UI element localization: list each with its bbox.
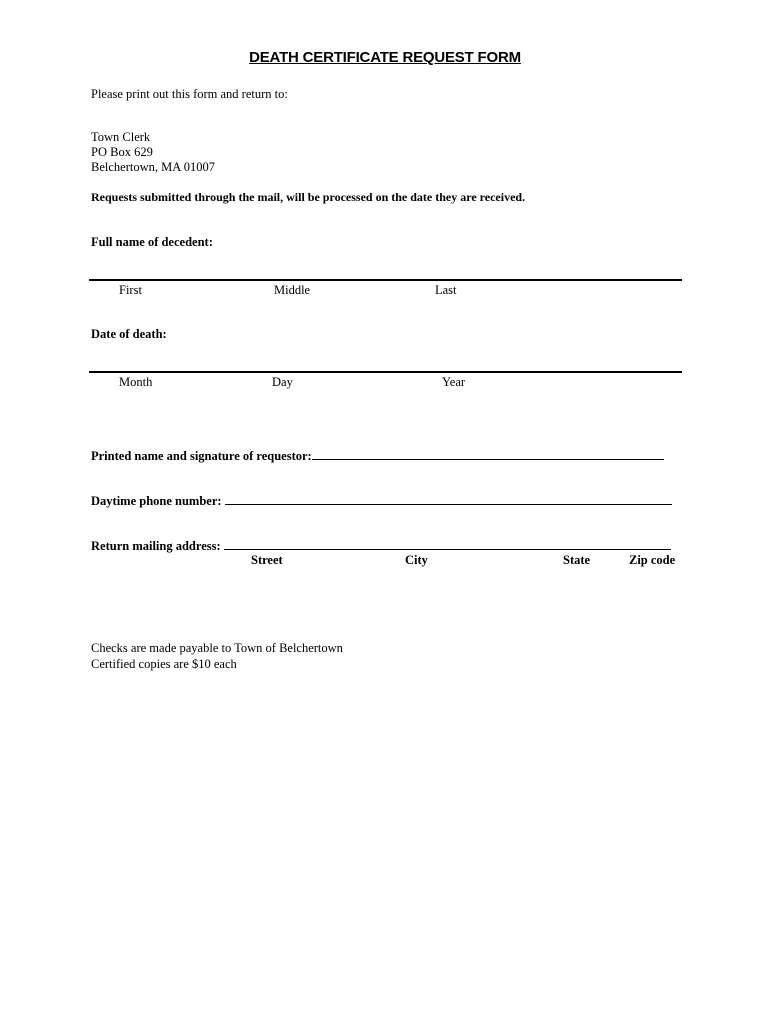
date-of-death-label: Date of death: <box>91 327 167 341</box>
phone-row <box>91 493 672 509</box>
requestor-row <box>91 448 664 464</box>
mailing-address-line[interactable] <box>224 538 671 550</box>
phone-number-line[interactable] <box>225 493 672 505</box>
form-title: DEATH CERTIFICATE REQUEST FORM <box>249 49 521 66</box>
year-caption: Year <box>442 375 466 389</box>
requestor-label: Printed name and signature of requestor: <box>91 449 312 463</box>
fee-note: Certified copies are $10 each <box>91 657 237 671</box>
city-caption: City <box>405 553 428 567</box>
decedent-name-line[interactable] <box>89 279 682 281</box>
middle-name-caption: Middle <box>274 283 311 297</box>
last-name-caption: Last <box>435 283 457 297</box>
address-line-3: Belchertown, MA 01007 <box>91 160 215 174</box>
street-caption: Street <box>251 553 283 567</box>
mailing-row <box>91 538 671 554</box>
address-line-2: PO Box 629 <box>91 145 153 159</box>
state-caption: State <box>563 553 591 567</box>
mailing-address-label: Return mailing address: <box>91 539 221 553</box>
address-line-1: Town Clerk <box>91 130 151 144</box>
instructions-text: Please print out this form and return to: <box>91 87 288 101</box>
date-of-death-line[interactable] <box>89 371 682 373</box>
mail-notice: Requests submitted through the mail, will be processed on the date they are received. <box>91 190 526 204</box>
zip-caption: Zip code <box>629 553 676 567</box>
phone-label: Daytime phone number: <box>91 494 222 508</box>
decedent-name-label: Full name of decedent: <box>91 235 213 249</box>
day-caption: Day <box>272 375 293 389</box>
first-name-caption: First <box>119 283 142 297</box>
requestor-signature-line[interactable] <box>312 448 664 460</box>
payment-note: Checks are made payable to Town of Belchertown <box>91 641 343 655</box>
month-caption: Month <box>119 375 153 389</box>
